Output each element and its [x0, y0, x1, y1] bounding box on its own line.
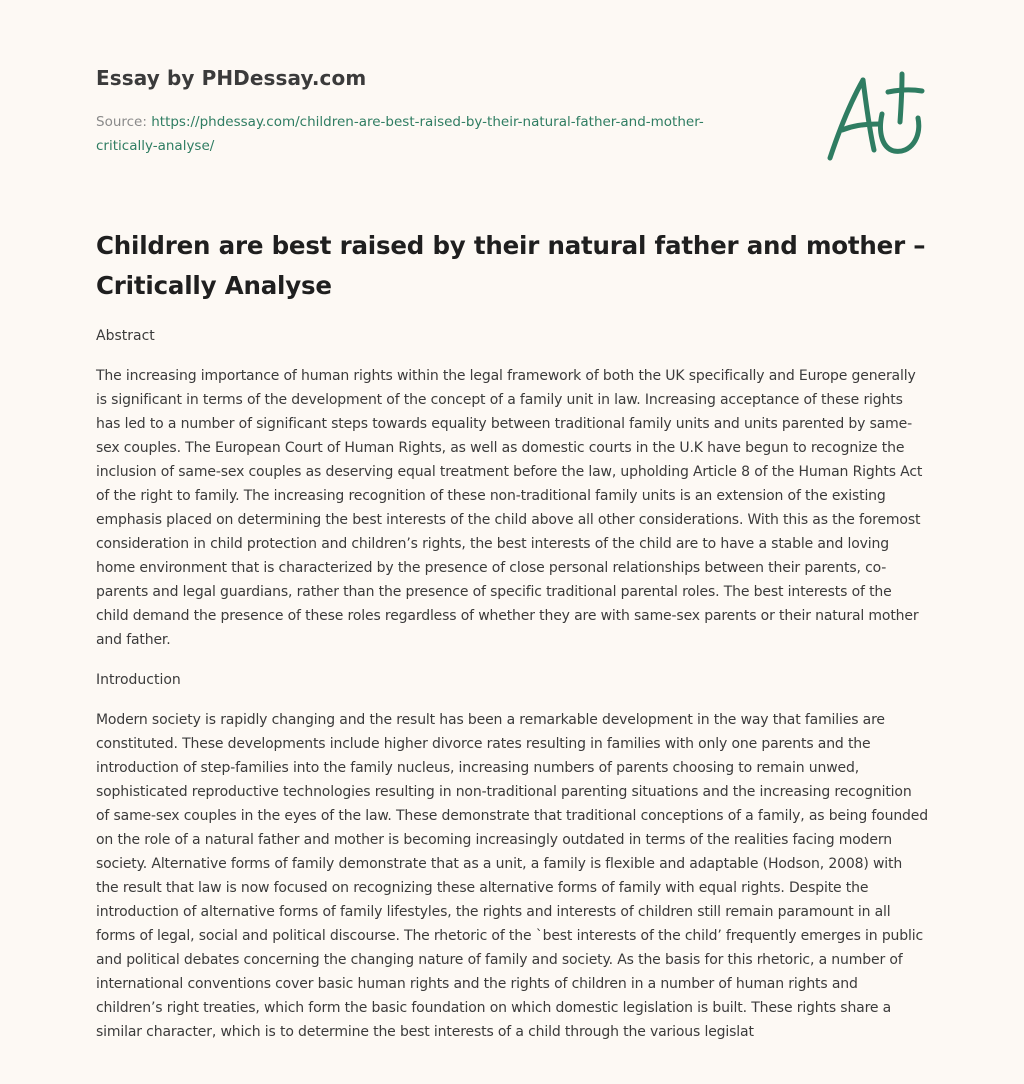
- a-plus-grade-icon: [818, 68, 930, 168]
- introduction-heading: Introduction: [96, 672, 181, 688]
- brand-title: Essay by PHDessay.com: [96, 66, 367, 90]
- abstract-paragraph: The increasing importance of human rights within the legal framework of both the UK specifically and Europe generally is significant in terms of the development of the concept of a family unit in law. Increasing acceptance of these rights has led to a number of significant steps towards equality between traditional family units and units parented by same-sex couples. The European Court of Human Rights, as well as domestic courts in the U.K have begun to recognize the inclusion of same-sex couples as deserving equal treatment before the law, upholding Article 8 of the Human Rights Act of the right to family. The increasing recognition of these non-traditional family units is an extension of the existing emphasis placed on determining the best interests of the child above all other considerations. With this as the foremost consideration in child protection and children’s rights, the best interests of the child are to have a stable and loving home environment that is characterized by the presence of close personal relationships between their parents, co-parents and legal guardians, rather than the presence of specific traditional parental roles. The best interests of the child demand the presence of these roles regardless of whether they are with same-sex parents or their natural mother and father.: [96, 368, 923, 648]
- source-link[interactable]: https://phdessay.com/children-are-best-raised-by-their-natural-father-and-mother-critically-analyse/: [96, 114, 704, 154]
- source-label: Source:: [96, 114, 147, 130]
- essay-title: Children are best raised by their natural father and mother – Critically Analyse: [96, 231, 926, 300]
- essay-content: [96, 226, 928, 1060]
- abstract-heading: Abstract: [96, 328, 155, 344]
- page-header: [96, 62, 776, 158]
- source-line: [96, 110, 736, 158]
- introduction-paragraph: Modern society is rapidly changing and the result has been a remarkable development in the way that families are constituted. These developments include higher divorce rates resulting in families with only one parents and the introduction of step-families into the family nucleus, increasing numbers of parents choosing to remain unwed, sophisticated reproductive technologies resulting in non-traditional parenting situations and the increasing recognition of same-sex couples in the eyes of the law. These demonstrate that traditional conceptions of a family, as being founded on the role of a natural father and mother is becoming increasingly outdated in terms of the realities facing modern society. Alternative forms of family demonstrate that as a unit, a family is flexible and adaptable (Hodson, 2008) with the result that law is now focused on recognizing these alternative forms of family with equal rights. Despite the introduction of alternative forms of family lifestyles, the rights and interests of children still remain paramount in all forms of legal, social and political discourse. The rhetoric of the `best interests of the child’ frequently emerges in public and political debates concerning the changing nature of family and society. As the basis for this rhetoric, a number of international conventions cover basic human rights and the rights of children in a number of human rights and children’s right treaties, which form the basic foundation on which domestic legislation is built. These rights share a similar character, which is to determine the best interests of a child through the various legislat: [96, 712, 928, 1040]
